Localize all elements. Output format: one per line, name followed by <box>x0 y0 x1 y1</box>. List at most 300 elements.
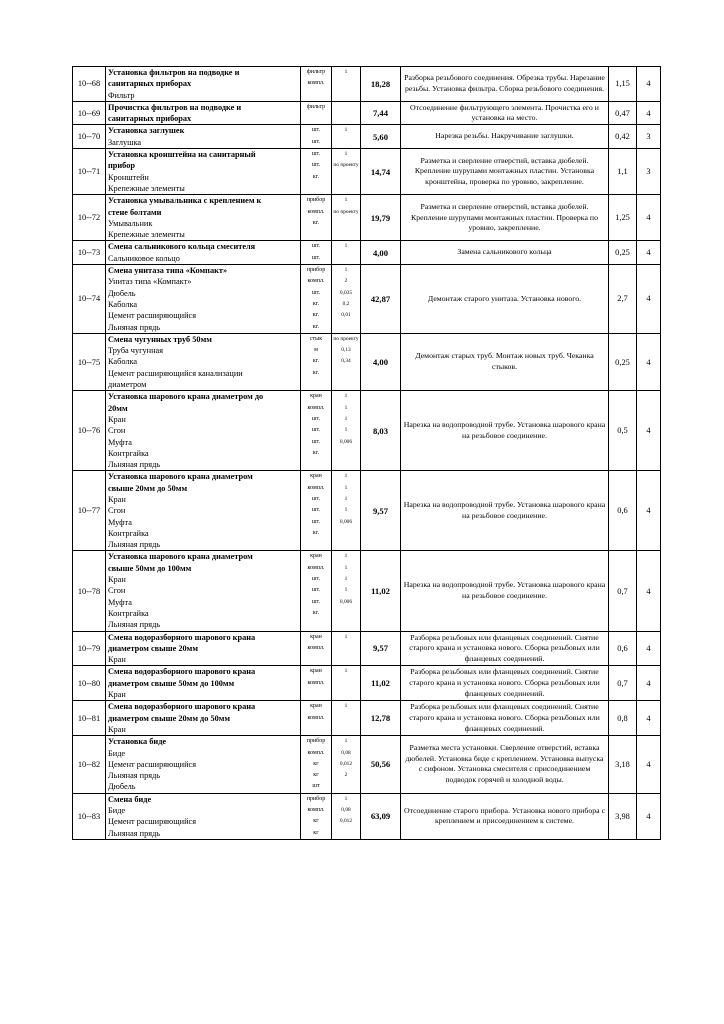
unit-value: компл. <box>307 80 325 87</box>
unit-value: шт. <box>311 138 321 145</box>
row-price: 63,09 <box>361 793 401 839</box>
quantity-value: 1 <box>344 507 348 514</box>
row-qty-list <box>332 736 361 793</box>
work-title-line: Смена сальникового кольца смесителя <box>108 242 256 252</box>
unit-value: кг. <box>312 312 320 319</box>
row-price: 7,44 <box>361 101 401 125</box>
work-title-line: Смена водоразборного шарового крана <box>108 667 256 677</box>
row-unit-list <box>301 265 332 334</box>
row-description: Отсоединение старого прибора. Установка нового прибора с креплением и присоединением к системе. <box>401 793 609 839</box>
row-unit-list <box>301 67 332 102</box>
row-price: 12,78 <box>361 701 401 736</box>
quantity-value: 1 <box>344 404 348 411</box>
row-unit-list <box>301 241 332 265</box>
row-qty-list <box>332 333 361 390</box>
row-qty-list <box>332 265 361 334</box>
unit-value: компл. <box>307 679 325 686</box>
row-labor: 3,98 <box>609 793 637 839</box>
row-code: 10--78 <box>73 551 106 631</box>
row-name-list <box>106 793 301 839</box>
row-price: 5,60 <box>361 125 401 149</box>
table-row <box>73 793 661 839</box>
row-code: 10--79 <box>73 631 106 666</box>
material-name: Труба чугунная <box>108 346 164 356</box>
row-name-list <box>106 195 301 241</box>
unit-value: шт. <box>311 598 321 605</box>
unit-value: кг. <box>312 358 320 365</box>
row-qty-list <box>332 241 361 265</box>
row-labor: 1,1 <box>609 149 637 195</box>
row-qty-list <box>332 391 361 471</box>
row-category: 4 <box>637 391 661 471</box>
table-row <box>73 333 661 390</box>
unit-value: кран <box>310 703 322 710</box>
unit-value: м <box>314 347 318 354</box>
row-price: 19,79 <box>361 195 401 241</box>
quantity-value: по проекту <box>333 162 359 169</box>
row-price: 8,03 <box>361 391 401 471</box>
material-name: Льняная прядь <box>108 540 161 550</box>
unit-value: кг <box>313 772 319 779</box>
material-name: Каболка <box>108 357 138 367</box>
row-name-list <box>106 125 301 149</box>
table-row <box>73 736 661 793</box>
row-name-list <box>106 701 301 736</box>
row-description: Нарезка на водопроводной трубе. Установка шарового крана на резьбовое соединение. <box>401 551 609 631</box>
material-name: Цемент расширяющийся <box>108 817 197 827</box>
row-labor: 0,25 <box>609 241 637 265</box>
row-price: 9,57 <box>361 471 401 551</box>
work-title-line: санитарных приборах <box>108 114 192 124</box>
quantity-value: 1 <box>344 495 348 502</box>
quantity-value: 1 <box>344 197 348 204</box>
row-unit-list <box>301 666 332 701</box>
quantity-value: 0,012 <box>339 818 353 825</box>
row-unit-list <box>301 736 332 793</box>
row-labor: 0,47 <box>609 101 637 125</box>
row-price: 42,87 <box>361 265 401 334</box>
unit-value: шт. <box>311 576 321 583</box>
quantity-value: 0,01 <box>341 312 351 319</box>
row-name-list <box>106 471 301 551</box>
row-description: Разметка и сверление отверстий, вставка дюбелей. Крепление шурупами монтажных пластин. Проверка по уровню, закрепление. <box>401 195 609 241</box>
unit-value: шт. <box>311 254 321 261</box>
quantity-value: 1 <box>344 553 348 560</box>
quantity-value: 1 <box>344 564 348 571</box>
work-title-line: Смена биде <box>108 794 152 804</box>
row-code: 10--69 <box>73 101 106 125</box>
row-name-list <box>106 241 301 265</box>
row-description: Демонтаж старых труб. Монтаж новых труб. Чеканка стыков. <box>401 333 609 390</box>
row-qty-list <box>332 149 361 195</box>
unit-value: шт. <box>311 587 321 594</box>
material-name: Муфта <box>108 437 132 447</box>
row-category: 3 <box>637 149 661 195</box>
unit-value: кран <box>310 668 322 675</box>
unit-value: компл. <box>307 484 325 491</box>
row-category: 4 <box>637 631 661 666</box>
unit-value: шт. <box>311 427 321 434</box>
row-qty-list <box>332 631 361 666</box>
work-title-line: Установка фильтров на подводке и <box>108 68 240 77</box>
work-title-line: Установка заглушек <box>108 126 185 136</box>
unit-value: компл. <box>307 278 325 285</box>
row-labor: 0,7 <box>609 551 637 631</box>
material-name: Льняная прядь <box>108 460 161 470</box>
row-labor: 0,25 <box>609 333 637 390</box>
unit-value: кг <box>313 829 319 836</box>
row-price: 4,00 <box>361 333 401 390</box>
quantity-value: по проекту <box>333 208 359 215</box>
table-row <box>73 701 661 736</box>
quantity-value: 1 <box>344 668 348 675</box>
row-labor: 1,25 <box>609 195 637 241</box>
quantity-value: 0,13 <box>341 347 351 354</box>
row-description: Разборка резьбовых или фланцевых соединений. Снятие старого крана и установка нового. Сборка резьбовых или фланцевых соединений. <box>401 631 609 666</box>
material-name: Контргайка <box>108 608 149 618</box>
row-name-list <box>106 391 301 471</box>
row-category: 4 <box>637 793 661 839</box>
table-row <box>73 551 661 631</box>
quantity-value: 0,006 <box>339 518 353 525</box>
material-name: Льняная прядь <box>108 620 161 630</box>
unit-value: фильтр <box>306 69 326 75</box>
unit-value: компл. <box>307 807 325 813</box>
table-row <box>73 125 661 149</box>
row-category: 4 <box>637 195 661 241</box>
row-qty-list <box>332 793 361 839</box>
work-title-line: свыше 50мм до 100мм <box>108 563 192 573</box>
table-row <box>73 195 661 241</box>
unit-value: прибор <box>306 795 326 802</box>
material-name: Кран <box>108 414 126 424</box>
material-name: Кран <box>108 724 126 734</box>
row-name-list <box>106 265 301 334</box>
unit-value: стык <box>309 335 323 342</box>
table-row <box>73 666 661 701</box>
row-unit-list <box>301 149 332 195</box>
quantity-value: 0,34 <box>341 358 351 365</box>
quantity-value: 1 <box>344 587 348 594</box>
row-description: Разборка резьбового соединения. Обрезка трубы. Нарезание резьбы. Установка фильтра. Сборка резьбового соединения. <box>401 67 609 102</box>
quantity-value: 0,08 <box>341 807 351 813</box>
row-labor: 0,42 <box>609 125 637 149</box>
unit-value: шт. <box>311 495 321 502</box>
material-name: Цемент расширяющийся канализации <box>108 368 243 378</box>
row-description: Замена сальникового кольца <box>401 241 609 265</box>
row-code: 10--75 <box>73 333 106 390</box>
material-name: Контргайка <box>108 528 149 538</box>
row-description: Разборка резьбовых или фланцевых соединений. Снятие старого крана и установка нового. Сборка резьбовых или фланцевых соединений. <box>401 701 609 736</box>
row-unit-list <box>301 125 332 149</box>
material-name: Цемент расширяющийся <box>108 759 197 769</box>
unit-value: шт. <box>311 243 321 250</box>
row-labor: 2,7 <box>609 265 637 334</box>
work-title-line: Установка биде <box>108 737 167 747</box>
work-title-line: Установка умывальника с креплением к <box>108 196 262 206</box>
material-name: Цемент расширяющийся <box>108 311 197 321</box>
table-row <box>73 241 661 265</box>
row-price: 11,02 <box>361 551 401 631</box>
row-category: 4 <box>637 101 661 125</box>
unit-value: прибор <box>306 738 326 745</box>
material-name: Льняная прядь <box>108 828 161 838</box>
row-description: Разборка резьбовых или фланцевых соединений. Снятие старого крана и установка нового. Сборка резьбовых или фланцевых соединений. <box>401 666 609 701</box>
price-table <box>72 66 661 840</box>
row-description: Нарезка резьбы. Накручивание заглушки. <box>401 125 609 149</box>
quantity-value: 0,2 <box>342 300 350 307</box>
table-row <box>73 265 661 334</box>
quantity-value: по проекту <box>333 335 359 342</box>
row-unit-list <box>301 391 332 471</box>
row-name-list <box>106 666 301 701</box>
material-name: Контргайка <box>108 448 149 458</box>
material-name: Сгон <box>108 426 126 436</box>
material-name: Кран <box>108 494 126 504</box>
unit-value: компл. <box>307 208 325 215</box>
quantity-value: 1 <box>344 393 348 400</box>
row-description: Нарезка на водопроводной трубе. Установка шарового крана на резьбовое соединение. <box>401 471 609 551</box>
quantity-value: 1 <box>344 795 348 802</box>
material-name: Кран <box>108 575 126 585</box>
row-labor: 0,6 <box>609 471 637 551</box>
row-unit-list <box>301 195 332 241</box>
unit-value: кг <box>313 818 319 825</box>
row-category: 4 <box>637 736 661 793</box>
row-name-list <box>106 149 301 195</box>
row-qty-list <box>332 701 361 736</box>
work-title-line: 20мм <box>108 403 128 413</box>
material-name: Сгон <box>108 506 126 516</box>
unit-value: шт. <box>311 151 321 158</box>
unit-value: компл. <box>307 404 325 411</box>
material-name: Муфта <box>108 597 132 607</box>
row-unit-list <box>301 333 332 390</box>
row-name-list <box>106 333 301 390</box>
row-code: 10--80 <box>73 666 106 701</box>
quantity-value: 1 <box>344 738 348 745</box>
unit-value: компл. <box>307 644 325 651</box>
material-name: Биде <box>108 806 126 815</box>
quantity-value: 1 <box>344 473 348 480</box>
row-code: 10--71 <box>73 149 106 195</box>
table-row <box>73 67 661 102</box>
row-qty-list <box>332 551 361 631</box>
unit-value: компл. <box>307 714 325 721</box>
quantity-value: 1 <box>344 243 348 250</box>
row-price: 4,00 <box>361 241 401 265</box>
row-category: 4 <box>637 666 661 701</box>
table-row <box>73 471 661 551</box>
unit-value: кран <box>310 393 322 400</box>
price-table-body <box>73 67 661 840</box>
material-name: Сгон <box>108 586 126 596</box>
row-description: Нарезка на водопроводной трубе. Установка шарового крана на резьбовое соединение. <box>401 391 609 471</box>
row-labor: 0,6 <box>609 631 637 666</box>
unit-value: кран <box>310 473 322 480</box>
row-price: 11,02 <box>361 666 401 701</box>
unit-value: компл. <box>307 749 325 756</box>
material-name: Кронштейн <box>108 172 149 182</box>
quantity-value: 0,012 <box>339 760 353 767</box>
unit-value: прибор <box>306 267 326 274</box>
row-name-list <box>106 551 301 631</box>
quantity-value: 1 <box>344 576 348 583</box>
unit-value: прибор <box>306 197 326 204</box>
material-name: Фильтр <box>108 90 135 100</box>
unit-value: кг. <box>312 529 320 536</box>
unit-value: шт. <box>311 507 321 514</box>
row-qty-list <box>332 471 361 551</box>
quantity-value: 1 <box>344 127 348 134</box>
unit-value: кг. <box>312 369 320 376</box>
unit-value: кг. <box>312 219 320 226</box>
row-labor: 0,7 <box>609 666 637 701</box>
unit-value: шт. <box>311 518 321 525</box>
table-row <box>73 149 661 195</box>
row-code: 10--68 <box>73 67 106 102</box>
row-description: Разметка места установки. Сверление отверстий, вставка дюбелей. Установка биде с креплением. Установка выпуска с сифоном. Установка смесителя с присоединением подводок горячей и холодной воды. <box>401 736 609 793</box>
row-category: 4 <box>637 551 661 631</box>
row-code: 10--76 <box>73 391 106 471</box>
unit-value: компл. <box>307 564 325 571</box>
row-code: 10--74 <box>73 265 106 334</box>
quantity-value: 1 <box>344 703 348 710</box>
unit-value: кран <box>310 553 322 560</box>
row-name-list <box>106 736 301 793</box>
work-title-line: прибор <box>108 161 135 171</box>
work-title-line: Смена чугунных труб 50мм <box>108 334 212 344</box>
material-name: Крепежные элементы <box>108 183 185 193</box>
table-row <box>73 391 661 471</box>
material-name: Унитаз типа «Компакт» <box>108 277 192 287</box>
row-category: 3 <box>637 125 661 149</box>
material-name: Умывальник <box>108 218 153 228</box>
material-name: Биде <box>108 748 126 758</box>
row-code: 10--73 <box>73 241 106 265</box>
row-code: 10--82 <box>73 736 106 793</box>
unit-value: кран <box>310 633 322 640</box>
row-description: Отсоединение фильтрующего элемента. Прочистка его и установка на место. <box>401 101 609 125</box>
row-labor: 0,5 <box>609 391 637 471</box>
row-unit-list <box>301 701 332 736</box>
row-category: 4 <box>637 67 661 102</box>
unit-value: кг <box>313 760 319 767</box>
material-name: Заглушка <box>108 137 142 147</box>
work-title-line: Установка шарового крана диаметром <box>108 552 253 562</box>
row-code: 10--70 <box>73 125 106 149</box>
row-category: 4 <box>637 701 661 736</box>
work-title-line: Смена унитаза типа «Компакт» <box>108 266 228 276</box>
row-name-list <box>106 67 301 102</box>
material-name: Льняная прядь <box>108 322 161 332</box>
row-unit-list <box>301 631 332 666</box>
material-name: диаметром <box>108 380 147 390</box>
work-title-line: Прочистка фильтров на подводке и <box>108 102 242 112</box>
row-labor: 0,8 <box>609 701 637 736</box>
row-unit-list <box>301 551 332 631</box>
work-title-line: Установка шарового крана диаметром <box>108 472 253 482</box>
material-name: Кран <box>108 690 126 700</box>
row-unit-list <box>301 101 332 125</box>
unit-value: шт. <box>311 289 321 296</box>
row-qty-list <box>332 101 361 125</box>
row-unit-list <box>301 793 332 839</box>
unit-value: шт <box>312 783 320 790</box>
work-title-line: диаметром свыше 20мм до 50мм <box>108 713 231 723</box>
quantity-value: 1 <box>344 415 348 422</box>
row-code: 10--72 <box>73 195 106 241</box>
material-name: Дюбель <box>108 782 136 792</box>
row-price: 9,57 <box>361 631 401 666</box>
row-qty-list <box>332 666 361 701</box>
row-qty-list <box>332 195 361 241</box>
quantity-value: 1 <box>344 267 348 274</box>
row-category: 4 <box>637 333 661 390</box>
quantity-value: 1 <box>344 484 348 491</box>
quantity-value: 0,08 <box>341 749 351 756</box>
unit-value: кг. <box>312 449 320 456</box>
row-code: 10--77 <box>73 471 106 551</box>
quantity-value: 0,006 <box>339 438 353 445</box>
row-labor: 3,18 <box>609 736 637 793</box>
material-name: Кран <box>108 655 126 665</box>
material-name: Каболка <box>108 299 138 309</box>
row-code: 10--81 <box>73 701 106 736</box>
row-price: 18,28 <box>361 67 401 102</box>
unit-value: кг. <box>312 173 320 180</box>
quantity-value: 0,035 <box>339 289 353 296</box>
row-name-list <box>106 631 301 666</box>
quantity-value: 1 <box>344 151 348 158</box>
work-title-line: Установка кронштейна на санитарный <box>108 150 256 160</box>
material-name: Муфта <box>108 517 132 527</box>
quantity-value: 1 <box>344 633 348 640</box>
work-title-line: диаметром свыше 50мм до 100мм <box>108 678 235 688</box>
table-row <box>73 101 661 125</box>
row-qty-list <box>332 67 361 102</box>
material-name: Крепежные элементы <box>108 230 185 240</box>
row-category: 4 <box>637 471 661 551</box>
material-name: Сальниковое кольцо <box>108 253 180 263</box>
row-unit-list <box>301 471 332 551</box>
work-title-line: Смена водоразборного шарового крана <box>108 632 256 642</box>
unit-value: фильтр <box>306 103 326 110</box>
row-qty-list <box>332 125 361 149</box>
row-code: 10--83 <box>73 793 106 839</box>
row-price: 50,56 <box>361 736 401 793</box>
unit-value: кг. <box>312 323 320 330</box>
material-name: Льняная прядь <box>108 771 161 781</box>
quantity-value: 1 <box>344 69 348 75</box>
quantity-value: 2 <box>344 772 348 779</box>
quantity-value: 2 <box>344 278 348 285</box>
work-title-line: свыше 20мм до 50мм <box>108 483 188 493</box>
unit-value: кг. <box>312 609 320 616</box>
row-labor: 1,15 <box>609 67 637 102</box>
row-category: 4 <box>637 265 661 334</box>
unit-value: шт. <box>311 415 321 422</box>
unit-value: шт. <box>311 438 321 445</box>
unit-value: шт. <box>311 162 321 169</box>
row-description: Разметка и сверление отверстий, вставка дюбелей. Крепление шурупами монтажных пластин. Установка кронштейна, проверка по уровню, закрепление. <box>401 149 609 195</box>
table-row <box>73 631 661 666</box>
quantity-value: 1 <box>344 427 348 434</box>
work-title-line: диаметром свыше 20мм <box>108 643 198 653</box>
work-title-line: стене болтами <box>108 207 162 217</box>
unit-value: шт. <box>311 127 321 134</box>
row-description: Демонтаж старого унитаза. Установка нового. <box>401 265 609 334</box>
